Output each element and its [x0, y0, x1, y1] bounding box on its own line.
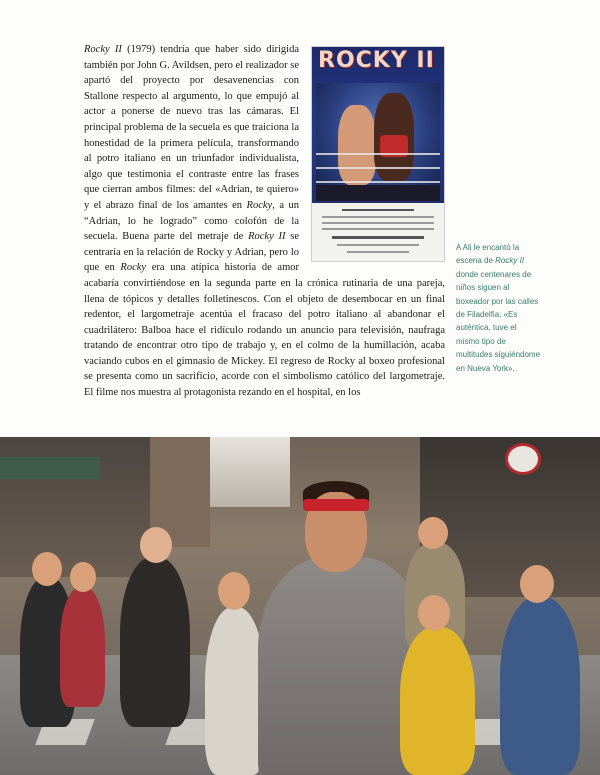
child-runner — [120, 557, 190, 727]
credit-line — [337, 244, 419, 246]
text-run: se centraría en la relación de Rocky y Adrian, pero lo que en — [84, 231, 300, 274]
child-head — [70, 562, 96, 592]
poster-figure — [311, 46, 445, 262]
movie-title-italic: Rocky — [120, 262, 147, 274]
building-awning — [0, 457, 100, 479]
movie-title-italic: Rocky II — [248, 231, 286, 243]
ring-rope — [316, 167, 440, 169]
credit-line — [347, 251, 409, 253]
credit-line — [322, 228, 434, 230]
child-head — [520, 565, 554, 603]
poster-title: ROCKY II — [318, 48, 435, 73]
ring-rope — [316, 153, 440, 155]
street-run-photo — [0, 437, 600, 775]
credit-line — [332, 236, 424, 239]
movie-title-italic: Rocky II — [84, 44, 122, 55]
child-head — [418, 595, 450, 631]
article-body — [84, 42, 445, 401]
child-head — [418, 517, 448, 549]
movie-poster — [311, 46, 445, 262]
caption-text: A Ali le encantó la escena de — [456, 243, 520, 266]
credit-line — [322, 216, 434, 218]
movie-title-italic: Rocky — [246, 199, 273, 211]
text-run: (1979) tendría que haber sido dirigida también por John G. Avildsen, pero el realizador se apartó del proyecto por desavenencias con Stallone respecto al argumento, lo que empujó al actor a ponerse de nuevo tras las cámaras. El principal problema de la secuela es que traiciona la honestidad de la primera película, transformando al potro italiano en un triunfador individualista, algo que testimonia el contraste entre las frases que cierran ambos filmes: del «Adrian, te quiero» y el abrazo final de los amantes en — [84, 44, 299, 211]
text-run: era una atípica historia de amor acabaría convirtiéndose en la segunda parte en la crónica rutinaria de una pareja, llena de tópicos y detalles folletinescos. Con el objeto de desembocar en un final redentor, el largometraje acentúa el fracaso del potro italiano al abandonar el cuadrilátero: Balboa hace el ridículo rodando un anuncio para televisión, naufraga tratando de encontrar otro tipo de trabajo y, en el colmo de la humillación, acaba vaciando cubos en el gimnasio de Mickey. El regreso de Rocky al boxeo profesional se presenta como un sacrificio, acorde con el simbolismo católico del largometraje. El filme nos muestra al protagonista rezando en el hospital, en los — [84, 262, 445, 399]
child-runner — [60, 587, 105, 707]
child-head — [32, 552, 62, 586]
credit-line — [342, 209, 414, 211]
caption-italic-title: Rocky II — [495, 256, 525, 266]
ring-rope — [316, 181, 440, 183]
crowd-band — [316, 185, 440, 201]
child-head — [218, 572, 250, 610]
street-sign — [505, 443, 541, 475]
poster-credits — [312, 203, 444, 261]
caption-text: donde centenares de niños siguen al boxeador por las calles de Filadelfia: «Es auténtica, tuve el mismo tipo de multitudes siguiéndome en Nueva York». — [456, 269, 541, 373]
child-runner — [500, 597, 580, 775]
credit-line — [322, 222, 434, 224]
text-run: , a un “Adrian, lo he logrado” como colofón de la secuela. Buena parte del metraje de — [84, 199, 299, 243]
child-runner — [205, 607, 265, 775]
boxer-left — [338, 105, 376, 185]
sky — [200, 437, 290, 507]
headband — [303, 499, 369, 511]
child-head — [140, 527, 172, 563]
poster-boxing-ring — [316, 83, 440, 201]
photo-caption — [456, 241, 542, 375]
child-runner — [400, 627, 475, 775]
